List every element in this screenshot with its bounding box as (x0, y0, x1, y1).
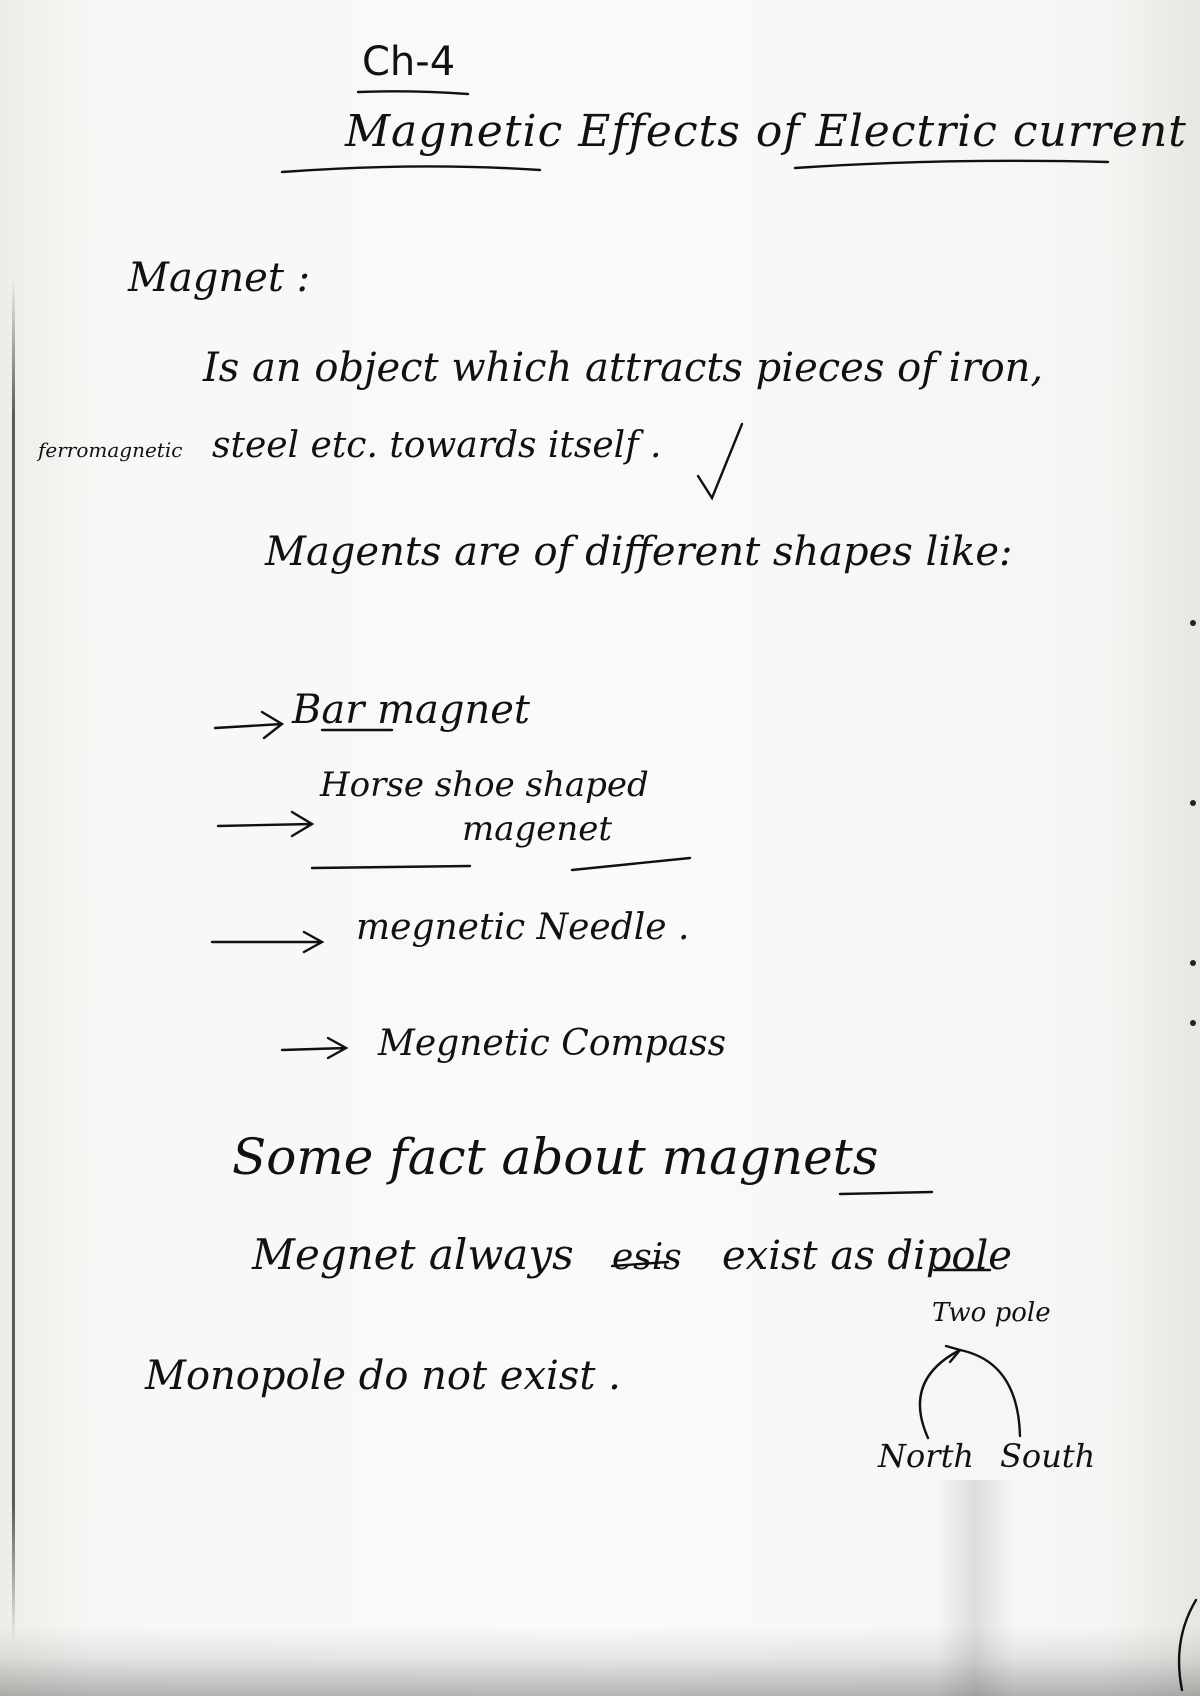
binding-dot (1190, 620, 1196, 626)
chapter-label: Ch-4 (362, 39, 456, 85)
section-heading-magnet: Magnet : (128, 255, 311, 301)
binding-dot (1190, 1020, 1196, 1026)
page-bottom-shadow (0, 1626, 1200, 1696)
definition-line-1: Is an object which attracts pieces of iron, (203, 345, 1044, 391)
arrow-3 (212, 932, 322, 952)
shape-item-horseshoe: Horse shoe shaped (320, 765, 649, 805)
dipole-arc (920, 1350, 1020, 1438)
definition-line-2: steel etc. towards itself . (212, 425, 662, 466)
shape-item-horseshoe-cont: magenet (462, 809, 613, 849)
arrow-4 (282, 1038, 346, 1058)
binding-dot (1190, 960, 1196, 966)
chapter-underline (358, 91, 468, 94)
binding-dot (1190, 800, 1196, 806)
itself-check (698, 424, 742, 498)
fact-line-end: exist as dipole (722, 1233, 1012, 1279)
magnets-underline (840, 1192, 932, 1194)
page-title: Magnetic Effects of Electric current (345, 106, 1187, 157)
title-underline-left (282, 166, 540, 172)
horseshoe-underline-right (572, 858, 690, 870)
south-label: South (1000, 1437, 1096, 1475)
struck-word: esis (612, 1237, 682, 1278)
title-underline-right (795, 161, 1108, 168)
dipole-note: Two pole (932, 1298, 1051, 1328)
horseshoe-underline-left (312, 866, 470, 868)
arrow-1 (215, 712, 282, 738)
facts-heading: Some fact about magnets (232, 1128, 879, 1186)
north-label: North (878, 1437, 975, 1475)
shape-item-compass: Megnetic Compass (378, 1023, 727, 1064)
shape-item-bar-magnet: Bar magnet (292, 687, 530, 733)
shape-item-needle: megnetic Needle . (356, 907, 690, 948)
arrow-2 (218, 812, 312, 836)
shapes-intro: Magents are of different shapes like: (265, 529, 1013, 575)
margin-note: ferromagnetic (38, 438, 183, 462)
fact-line-start: Megnet always (252, 1230, 574, 1279)
monopole-line: Monopole do not exist . (145, 1353, 621, 1399)
